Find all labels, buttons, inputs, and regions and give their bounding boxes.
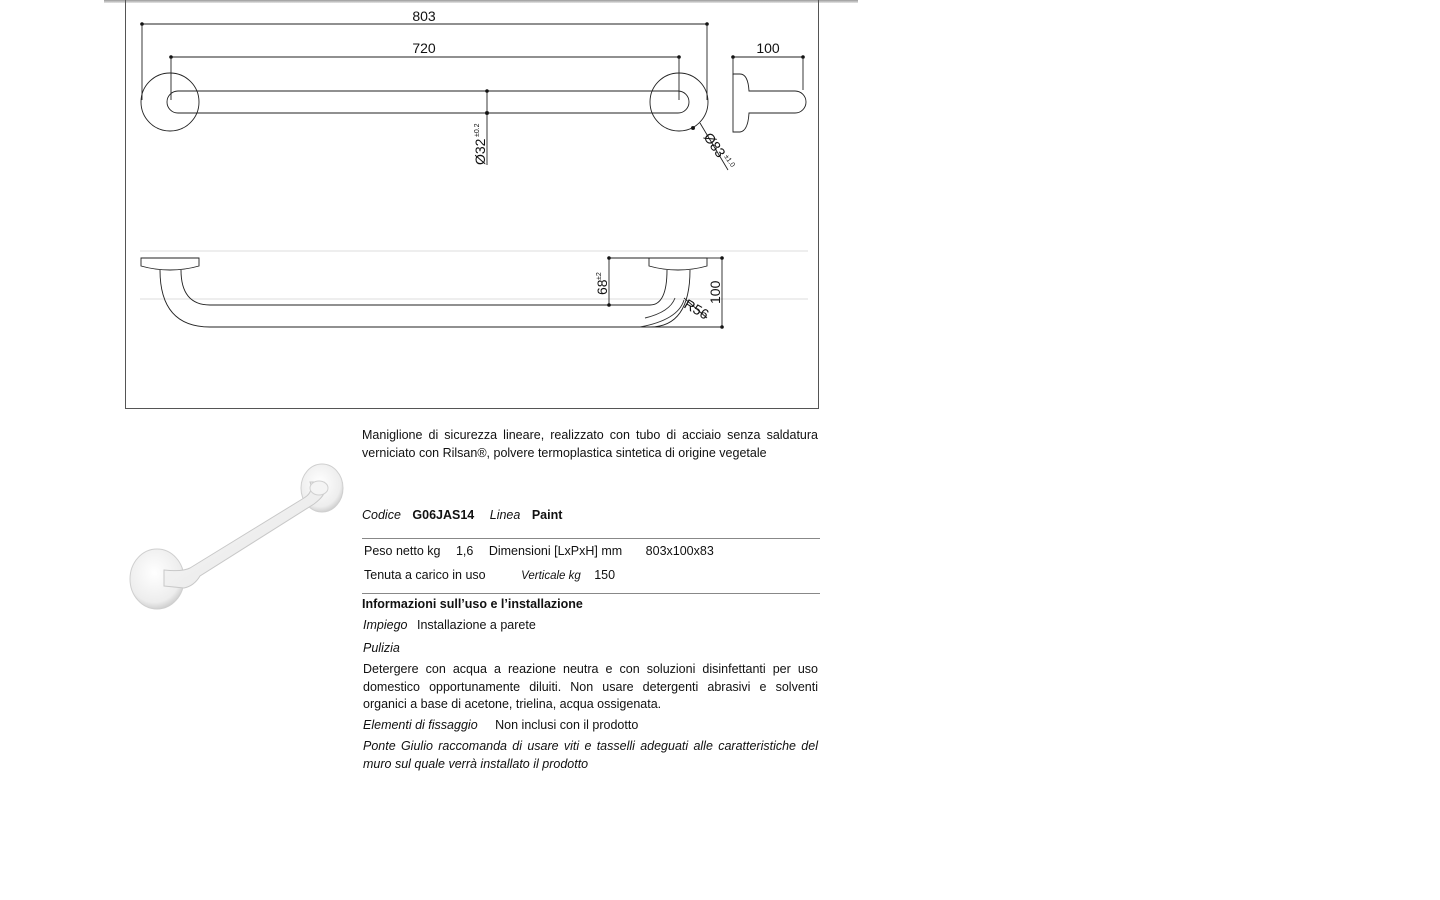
dimensions-value: 803x100x83 — [645, 544, 714, 558]
svg-text:±2: ±2 — [596, 272, 603, 280]
dimensions-label: Dimensioni [LxPxH] mm — [488, 544, 623, 558]
dim-inner-height — [594, 272, 610, 295]
vertical-label: Verticale kg — [521, 570, 581, 582]
svg-text:±1.0: ±1.0 — [722, 153, 736, 169]
use-value: Installazione a parete — [416, 618, 536, 632]
dim-depth: 100 — [756, 40, 780, 56]
code-value: G06JAS14 — [412, 508, 475, 522]
base-right — [649, 258, 707, 270]
load-label: Tenuta a carico in uso — [364, 568, 486, 582]
dim-tube-diameter — [472, 123, 488, 165]
installation-note: Ponte Giulio raccomanda di usare viti e tasselli adeguati alle caratteristiche del muro sul quale verrà installato il prodotto — [363, 739, 818, 771]
technical-drawing — [125, 0, 825, 410]
svg-text:Ø32: Ø32 — [472, 138, 488, 165]
vertical-value: 150 — [594, 568, 616, 582]
weight-label: Peso netto kg — [364, 544, 441, 558]
product-description: Maniglione di sicurezza lineare, realizzato con tubo di acciaio senza saldatura verniciato con Rilsan®, polvere termoplastica sintetica di origine vegetale — [362, 428, 818, 460]
divider — [362, 538, 820, 539]
svg-text:±0.2: ±0.2 — [474, 123, 481, 137]
fixing-label: Elementi di fissaggio — [363, 718, 478, 732]
use-label: Impiego — [363, 618, 408, 632]
profile-side — [733, 74, 806, 132]
dim-overall-length: 803 — [412, 8, 436, 24]
spec-load-row — [364, 568, 615, 582]
cleaning-label: Pulizia — [363, 641, 400, 655]
product-code-row — [362, 508, 562, 522]
tube-top-view — [160, 270, 690, 327]
tube-front — [167, 91, 689, 113]
base-left — [141, 258, 199, 270]
info-title: Informazioni sull’uso e l’installazione — [362, 597, 583, 611]
divider — [362, 593, 820, 594]
code-label: Codice — [362, 508, 401, 522]
svg-text:Ø83: Ø83 — [700, 129, 729, 161]
cleaning-text: Detergere con acqua a reazione neutra e con soluzioni disinfettanti per uso domestico opportunamente diluiti. Non usare detergenti abrasivi e solventi organici a base di acetone, trielina, acqua ossigenata. — [363, 662, 818, 711]
fixing-row — [363, 718, 638, 732]
grab-bar-photo — [124, 458, 354, 613]
flange-left — [141, 73, 199, 131]
weight-value: 1,6 — [455, 544, 474, 558]
svg-text:100: 100 — [707, 280, 723, 304]
dim-outer-height — [707, 280, 723, 304]
line-value: Paint — [531, 508, 563, 522]
spec-weight-row — [364, 544, 714, 558]
fixing-value: Non inclusi con il prodotto — [495, 718, 639, 732]
svg-text:68: 68 — [594, 279, 610, 295]
dim-center-distance: 720 — [412, 40, 436, 56]
svg-text:R56: R56 — [681, 295, 712, 323]
dim-flange-diameter — [701, 130, 738, 173]
line-label: Linea — [489, 508, 521, 522]
use-row — [363, 618, 536, 632]
